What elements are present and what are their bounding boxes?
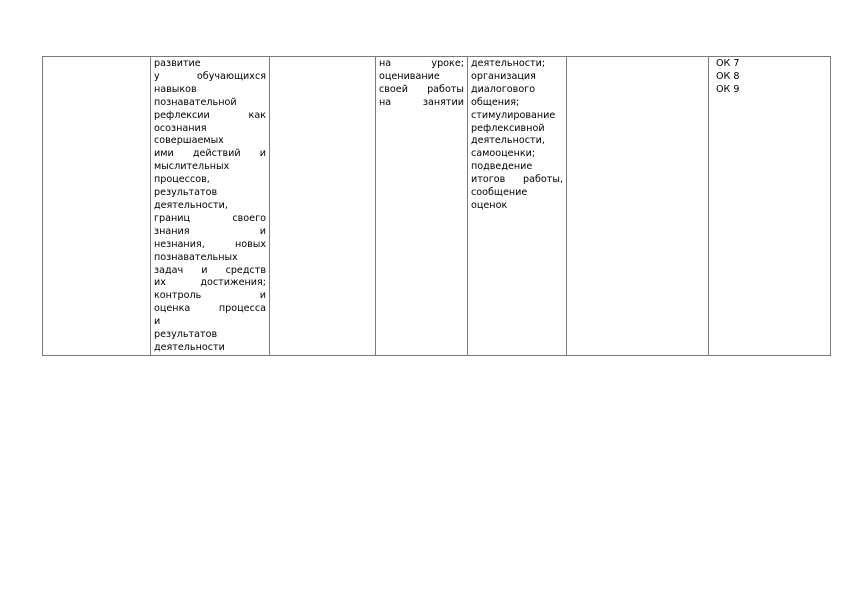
cell-line: подведение	[471, 161, 533, 173]
table-cell-col3	[270, 57, 376, 356]
cell-line: ОК 9	[716, 83, 740, 95]
cell-line: ими действий и	[154, 148, 266, 160]
cell-line: задач и средств	[154, 264, 266, 276]
cell-line: оценка процесса	[154, 303, 266, 315]
cell-line: совершаемых	[154, 135, 224, 147]
table-cell-goals	[151, 57, 270, 356]
cell-line: деятельности;	[471, 58, 546, 69]
cell-line: знания и	[154, 225, 266, 237]
cell-line: контроль и	[154, 290, 266, 302]
cell-line: деятельности,	[154, 199, 228, 211]
cell-line: результатов	[154, 187, 218, 199]
cell-line: организация	[471, 70, 536, 82]
student-activity-text	[379, 58, 464, 110]
cell-line: итогов работы,	[471, 174, 563, 186]
cell-line: у обучающихся	[154, 70, 266, 82]
teacher-activity-text	[471, 58, 563, 213]
table-cell-col1	[43, 57, 151, 356]
cell-line: самооценки;	[471, 148, 536, 160]
cell-line: оценок	[471, 199, 508, 211]
cell-line: познавательных	[154, 251, 238, 263]
table-cell-col6	[567, 57, 709, 356]
cell-line: своей работы	[379, 83, 464, 95]
cell-line: навыков	[154, 83, 197, 95]
cell-line: на занятии	[379, 96, 464, 108]
cell-line: их достижения;	[154, 277, 266, 289]
cell-line: и	[154, 316, 161, 328]
cell-line: деятельности	[154, 341, 225, 353]
cell-line: результатов	[154, 329, 218, 341]
cell-line: деятельности,	[471, 135, 545, 147]
cell-line: познавательной	[154, 96, 237, 108]
goals-text	[154, 58, 266, 355]
cell-line: сообщение	[471, 187, 528, 199]
cell-line: оценивание	[379, 70, 440, 82]
cell-line: общения;	[471, 96, 520, 108]
cell-line: границ своего	[154, 212, 266, 224]
cell-line: на уроке;	[379, 58, 464, 69]
table-cell-student-activity	[376, 57, 468, 356]
cell-line: развитие	[154, 58, 201, 69]
cell-line: ОК 8	[716, 70, 740, 82]
cell-line: рефлексивной	[471, 122, 545, 134]
competencies-text	[716, 58, 827, 97]
cell-line: рефлексии как	[154, 109, 266, 121]
cell-line: осознания	[154, 122, 207, 134]
cell-line: стимулирование	[471, 109, 556, 121]
cell-line: мыслительных	[154, 161, 230, 173]
table-cell-teacher-activity	[468, 57, 567, 356]
lesson-plan-table	[42, 56, 831, 356]
cell-line: ОК 7	[716, 58, 740, 69]
cell-line: процессов,	[154, 174, 210, 186]
cell-line: диалогового	[471, 83, 536, 95]
table-cell-competencies	[709, 57, 831, 356]
cell-line: незнания, новых	[154, 238, 266, 250]
table-row	[43, 57, 831, 356]
